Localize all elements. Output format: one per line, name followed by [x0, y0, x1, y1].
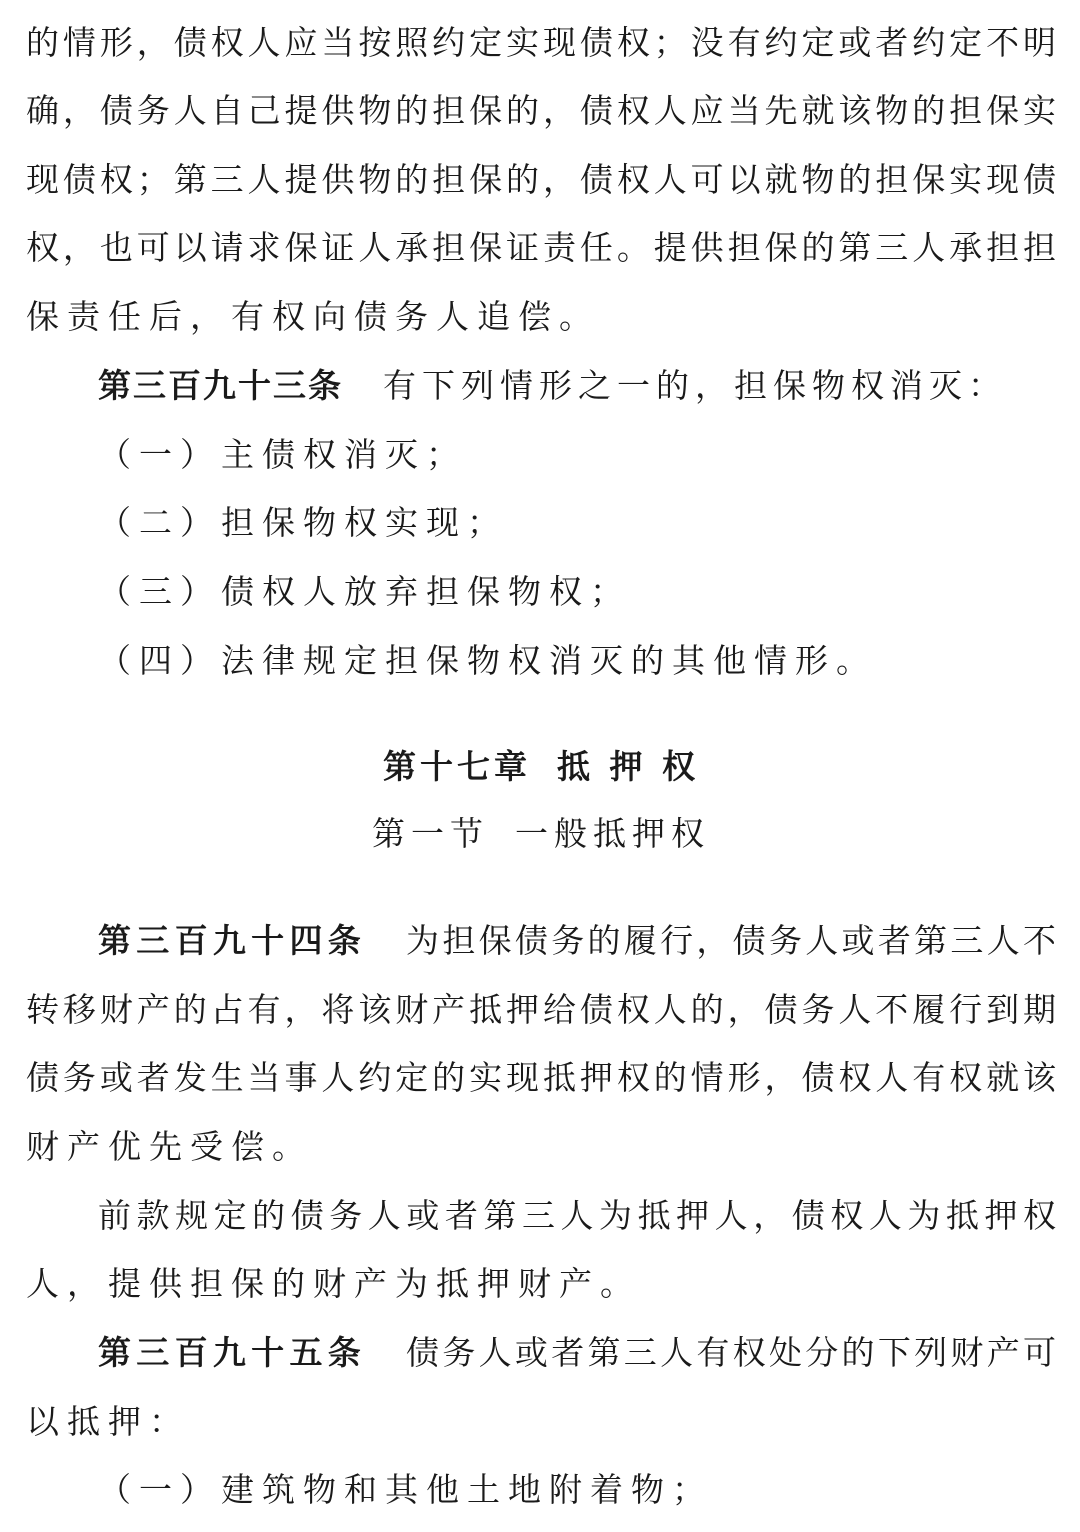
list-item: （二）担保物权实现； — [98, 503, 508, 542]
list-item: （一）建筑物和其他土地附着物； — [98, 1470, 713, 1509]
article-395-heading — [98, 1323, 1056, 1383]
paragraph-line: 转移财产的占有，将该财产抵押给债权人的，债务人不履行到期 — [26, 990, 1056, 1029]
paragraph-line: 权，也可以请求保证人承担保证责任。提供担保的第三人承担担 — [26, 228, 1056, 267]
chapter-number: 第十七章 — [383, 747, 531, 786]
section-title: 一般抵押权 — [515, 814, 710, 853]
section-heading — [26, 804, 1056, 864]
article-393-heading — [98, 356, 1056, 416]
paragraph-line: 债务或者发生当事人约定的实现抵押权的情形，债权人有权就该 — [26, 1058, 1056, 1097]
list-item: （三）债权人放弃担保物权； — [98, 572, 631, 611]
chapter-title: 抵 押 权 — [557, 747, 699, 786]
article-label: 第三百九十三条 — [98, 366, 343, 405]
paragraph-line: 前款规定的债务人或者第三人为抵押人，债权人为抵押权 — [98, 1196, 1056, 1235]
list-item: （四）法律规定担保物权消灭的其他情形。 — [98, 641, 877, 680]
article-label: 第三百九十五条 — [98, 1333, 367, 1372]
paragraph-line: 的情形，债权人应当按照约定实现债权；没有约定或者约定不明 — [26, 23, 1056, 62]
paragraph-line: 现债权；第三人提供物的担保的，债权人可以就物的担保实现债 — [26, 160, 1056, 199]
paragraph-line: 确，债务人自己提供物的担保的，债权人应当先就该物的担保实 — [26, 91, 1056, 130]
article-label: 第三百九十四条 — [98, 921, 367, 960]
article-text: 债务人或者第三人有权处分的下列财产可 — [406, 1333, 1057, 1372]
section-number: 第一节 — [372, 814, 489, 853]
paragraph-line: 财产优先受偿。 — [26, 1127, 313, 1166]
article-text: 有下列情形之一的，担保物权消灭： — [383, 366, 1007, 405]
paragraph-line: 以抵押： — [26, 1402, 190, 1441]
paragraph-line: 人，提供担保的财产为抵押财产。 — [26, 1264, 641, 1303]
article-text: 为担保债务的履行，债务人或者第三人不 — [406, 921, 1057, 960]
paragraph-line: 保责任后，有权向债务人追偿。 — [26, 297, 600, 336]
chapter-heading — [26, 737, 1056, 797]
list-item: （一）主债权消灭； — [98, 435, 467, 474]
article-394-heading — [98, 911, 1056, 971]
